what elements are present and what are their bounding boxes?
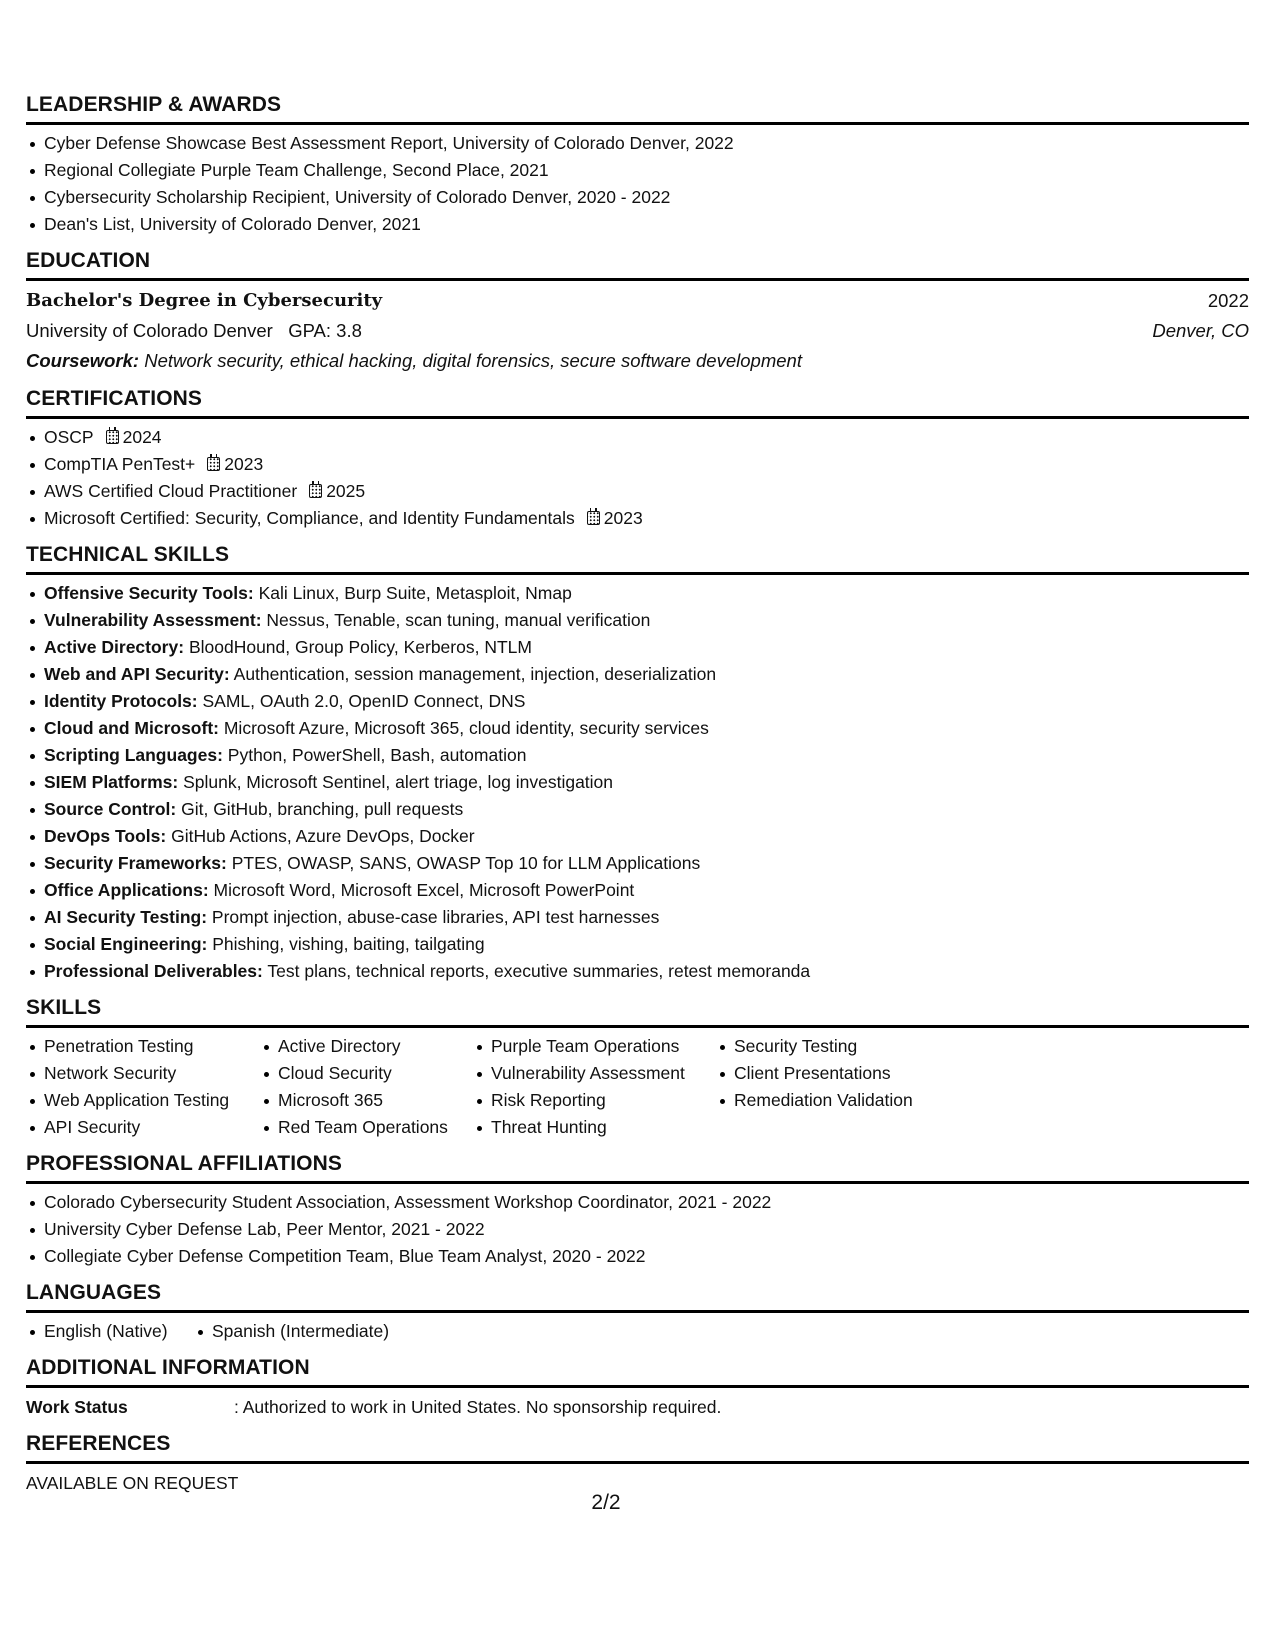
list-item: Cyber Defense Showcase Best Assessment Report, University of Colorado Denver, 2022	[26, 130, 1249, 157]
section-divider	[26, 1461, 1249, 1464]
skill-label: AI Security Testing:	[44, 907, 208, 927]
skill-value: Prompt injection, abuse-case libraries, API test harnesses	[211, 907, 660, 927]
list-item	[26, 688, 1249, 715]
certification-year: 2023	[603, 508, 643, 528]
section-divider	[26, 1385, 1249, 1388]
section-divider	[26, 1181, 1249, 1184]
list-item	[26, 877, 1249, 904]
certification-year: 2024	[122, 427, 162, 447]
school-info	[26, 316, 362, 346]
skill-value: Microsoft Azure, Microsoft 365, cloud identity, security services	[223, 718, 709, 738]
skill-value: PTES, OWASP, SANS, OWASP Top 10 for LLM Applications	[231, 853, 701, 873]
list-item: Purple Team Operations	[473, 1033, 716, 1060]
work-status-value: : Authorized to work in United States. No sponsorship required.	[234, 1397, 722, 1417]
coursework	[26, 346, 1249, 376]
calendar-icon	[106, 430, 119, 444]
languages-list	[194, 1318, 389, 1345]
languages-section	[26, 1280, 1249, 1345]
skill-value: Test plans, technical reports, executive summaries, retest memoranda	[267, 961, 811, 981]
list-item	[26, 661, 1249, 688]
skill-label: Offensive Security Tools:	[44, 583, 254, 603]
section-divider	[26, 122, 1249, 125]
skill-value: Phishing, vishing, baiting, tailgating	[212, 934, 485, 954]
certification-name: AWS Certified Cloud Practitioner	[44, 481, 298, 501]
skill-label: SIEM Platforms:	[44, 772, 179, 792]
certification-name: OSCP	[44, 427, 94, 447]
skill-value: Git, GitHub, branching, pull requests	[181, 799, 464, 819]
skills-column	[26, 1033, 260, 1141]
list-item: Red Team Operations	[260, 1114, 473, 1141]
coursework-list: Network security, ethical hacking, digital forensics, secure software development	[144, 350, 802, 371]
list-item	[26, 931, 1249, 958]
skills-column	[716, 1033, 913, 1141]
list-item: Penetration Testing	[26, 1033, 260, 1060]
calendar-icon	[207, 457, 220, 471]
skill-label: Security Frameworks:	[44, 853, 227, 873]
list-item	[26, 634, 1249, 661]
list-item: Threat Hunting	[473, 1114, 716, 1141]
skill-value: GitHub Actions, Azure DevOps, Docker	[171, 826, 475, 846]
coursework-label: Coursework:	[26, 350, 140, 371]
list-item	[26, 823, 1249, 850]
list-item	[26, 715, 1249, 742]
section-title-education: EDUCATION	[26, 249, 151, 272]
list-item: Collegiate Cyber Defense Competition Team, Blue Team Analyst, 2020 - 2022	[26, 1243, 1249, 1270]
language-item: Spanish (Intermediate)	[194, 1318, 389, 1345]
languages-row	[26, 1318, 1249, 1345]
skill-label: Cloud and Microsoft:	[44, 718, 219, 738]
calendar-icon	[309, 484, 322, 498]
section-divider	[26, 278, 1249, 281]
skill-label: Active Directory:	[44, 637, 185, 657]
list-item	[26, 904, 1249, 931]
graduation-year: 2022	[1207, 290, 1249, 311]
leadership-section	[26, 92, 1249, 238]
skill-label: Social Engineering:	[44, 934, 208, 954]
section-title-skills: SKILLS	[26, 996, 102, 1019]
list-item: Web Application Testing	[26, 1087, 260, 1114]
list-item: Microsoft 365	[260, 1087, 473, 1114]
section-title-languages: LANGUAGES	[26, 1281, 162, 1304]
references-text: AVAILABLE ON REQUEST	[26, 1473, 239, 1493]
list-item: Security Testing	[716, 1033, 913, 1060]
list-item	[26, 769, 1249, 796]
education-school-row	[26, 316, 1249, 346]
list-item: Client Presentations	[716, 1060, 913, 1087]
certification-item	[26, 451, 1249, 478]
work-status-row	[26, 1393, 1249, 1421]
list-item	[26, 958, 1249, 985]
section-title-leadership: LEADERSHIP & AWARDS	[26, 93, 282, 116]
affiliations-section	[26, 1151, 1249, 1270]
section-title-certifications: CERTIFICATIONS	[26, 387, 203, 410]
skill-value: Python, PowerShell, Bash, automation	[227, 745, 527, 765]
school-name: University of Colorado Denver	[26, 320, 273, 341]
skill-label: Source Control:	[44, 799, 177, 819]
list-item: Regional Collegiate Purple Team Challenge, Second Place, 2021	[26, 157, 1249, 184]
list-item: Colorado Cybersecurity Student Association, Assessment Workshop Coordinator, 2021 - 2022	[26, 1189, 1249, 1216]
skill-label: DevOps Tools:	[44, 826, 167, 846]
list-item: Risk Reporting	[473, 1087, 716, 1114]
list-item	[26, 796, 1249, 823]
section-title-affiliations: PROFESSIONAL AFFILIATIONS	[26, 1152, 342, 1175]
school-location: Denver, CO	[1152, 320, 1249, 341]
additional-info-section	[26, 1355, 1249, 1421]
page-number: 2/2	[591, 1491, 621, 1514]
certification-year: 2023	[224, 454, 264, 474]
certifications-section	[26, 386, 1249, 532]
skill-label: Vulnerability Assessment:	[44, 610, 262, 630]
calendar-icon	[587, 511, 600, 525]
list-item: Vulnerability Assessment	[473, 1060, 716, 1087]
skill-label: Identity Protocols:	[44, 691, 198, 711]
degree-name: Bachelor's Degree in Cybersecurity	[26, 290, 383, 311]
skill-label: Professional Deliverables:	[44, 961, 263, 981]
skill-value: Kali Linux, Burp Suite, Metasploit, Nmap	[258, 583, 572, 603]
section-divider	[26, 416, 1249, 419]
skills-column	[260, 1033, 473, 1141]
list-item: University Cyber Defense Lab, Peer Mentor, 2021 - 2022	[26, 1216, 1249, 1243]
list-item: Network Security	[26, 1060, 260, 1087]
education-degree-row	[26, 286, 1249, 316]
language-item: English (Native)	[26, 1318, 194, 1345]
gpa: GPA: 3.8	[288, 320, 362, 341]
list-item: Remediation Validation	[716, 1087, 913, 1114]
section-divider	[26, 1310, 1249, 1313]
list-item: Cloud Security	[260, 1060, 473, 1087]
technical-skills-list	[26, 580, 1249, 985]
skill-value: SAML, OAuth 2.0, OpenID Connect, DNS	[202, 691, 526, 711]
resume-page	[26, 92, 1249, 1507]
list-item	[26, 580, 1249, 607]
list-item: Dean's List, University of Colorado Denver, 2021	[26, 211, 1249, 238]
list-item: API Security	[26, 1114, 260, 1141]
certification-item	[26, 505, 1249, 532]
section-divider	[26, 572, 1249, 575]
work-status-label: Work Status	[26, 1397, 128, 1417]
affiliations-list	[26, 1189, 1249, 1270]
skills-column	[473, 1033, 716, 1141]
skill-value: Microsoft Word, Microsoft Excel, Microsoft PowerPoint	[213, 880, 635, 900]
certifications-list	[26, 424, 1249, 532]
list-item	[26, 607, 1249, 634]
skill-value: BloodHound, Group Policy, Kerberos, NTLM	[188, 637, 532, 657]
certification-item	[26, 478, 1249, 505]
list-item: Active Directory	[260, 1033, 473, 1060]
list-item: Cybersecurity Scholarship Recipient, University of Colorado Denver, 2020 - 2022	[26, 184, 1249, 211]
leadership-list	[26, 130, 1249, 238]
skill-label: Office Applications:	[44, 880, 209, 900]
references-section	[26, 1431, 1249, 1497]
skill-label: Scripting Languages:	[44, 745, 223, 765]
skill-value: Nessus, Tenable, scan tuning, manual verification	[266, 610, 651, 630]
certification-name: Microsoft Certified: Security, Compliance, and Identity Fundamentals	[44, 508, 575, 528]
section-title-technical-skills: TECHNICAL SKILLS	[26, 543, 230, 566]
section-divider	[26, 1025, 1249, 1028]
skills-section	[26, 995, 1249, 1141]
section-title-additional-info: ADDITIONAL INFORMATION	[26, 1356, 310, 1379]
education-section	[26, 248, 1249, 376]
section-title-references: REFERENCES	[26, 1432, 171, 1455]
skill-value: Splunk, Microsoft Sentinel, alert triage, log investigation	[183, 772, 614, 792]
skill-label: Web and API Security:	[44, 664, 230, 684]
skills-columns	[26, 1033, 1249, 1141]
certification-item	[26, 424, 1249, 451]
skill-value: Authentication, session management, injection, deserialization	[233, 664, 717, 684]
certification-name: CompTIA PenTest+	[44, 454, 196, 474]
technical-skills-section	[26, 542, 1249, 985]
list-item	[26, 850, 1249, 877]
list-item	[26, 742, 1249, 769]
certification-year: 2025	[326, 481, 366, 501]
languages-list	[26, 1318, 194, 1345]
